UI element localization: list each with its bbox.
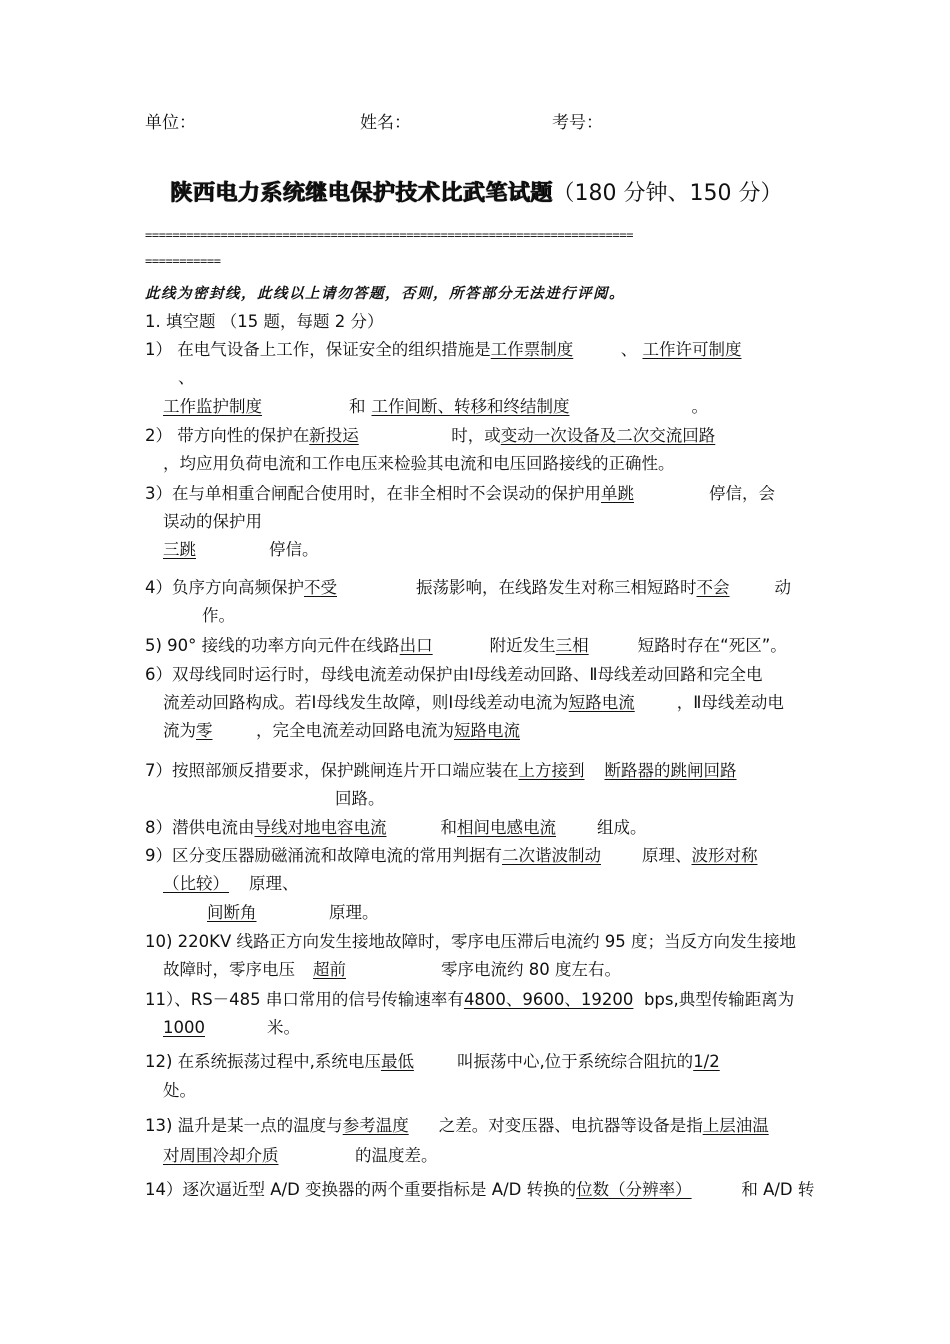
question-12: 12) 在系统振荡过程中,系统电压最低 叫振荡中心,位于系统综合阻抗的1/2 (145, 1050, 793, 1074)
question-14: 14）逐次逼近型 A/D 变换器的两个重要指标是 A/D 转换的位数（分辨率） 和 A/D 转 (145, 1178, 814, 1202)
question-5: 5) 90° 接线的功率方向元件在线路出口 附近发生三相 短路时存在“死区”。 (145, 634, 787, 658)
divider-line: ======================================================================= (145, 228, 634, 242)
answer-blank: 出口 (399, 636, 433, 655)
exam-title-suffix: （180 分钟、150 分） (552, 181, 783, 206)
question-9-cont: 间断角 原理。 (163, 901, 379, 925)
answer-blank: 上层油温 (702, 1116, 769, 1135)
question-11-cont: 1000 米。 (163, 1016, 300, 1040)
question-6: 6）双母线同时运行时，母线电流差动保护由Ⅰ母线差动回路、Ⅱ母线差动回路和完全电 (145, 665, 763, 684)
question-9-cont: （比较） 原理、 (163, 872, 299, 896)
question-9: 9）区分变压器励磁涌流和故障电流的常用判据有二次谐波制动 原理、波形对称 (145, 844, 782, 868)
question-11: 11）、RS－485 串口常用的信号传输速率有4800、9600、19200 bps,典型传输距离为 (145, 988, 794, 1012)
question-3-cont: 误动的保护用 (163, 512, 262, 531)
answer-blank: （比较） (163, 874, 229, 893)
answer-blank: 导线对地电容电流 (254, 818, 387, 837)
answer-blank: 短路电流 (568, 693, 635, 712)
answer-blank: 不受 (304, 578, 337, 597)
answer-blank: 二次谐波制动 (502, 846, 601, 865)
answer-blank: 4800、9600、19200 (463, 990, 634, 1009)
unit-label: 单位： (145, 113, 196, 133)
name-label: 姓名： (360, 113, 411, 133)
answer-blank: 工作票制度 (490, 340, 574, 359)
question-10: 10) 220KV 线路正方向发生接地故障时，零序电压滞后电流约 95 度；当反方向发生接地 (145, 932, 797, 951)
exam-title (170, 176, 783, 207)
answer-blank: 波形对称 (691, 846, 758, 865)
answer-blank: 新投运 (309, 426, 359, 445)
answer-blank: 工作间断、转移和终结制度 (371, 397, 570, 416)
answer-blank: 零 (196, 721, 213, 740)
answer-blank: 最低 (380, 1052, 414, 1071)
exam-number-label: 考号： (552, 113, 603, 133)
section-heading: 1. 填空题 （15 题，每题 2 分） (145, 312, 384, 331)
answer-blank: 1/2 (693, 1052, 720, 1071)
answer-blank: 超前 (313, 960, 346, 979)
question-10-cont: 故障时，零序电压 超前 零序电流约 80 度左右。 (163, 958, 621, 982)
question-13: 13) 温升是某一点的温度与参考温度 之差。对变压器、电抗器等设备是指上层油温 (145, 1114, 789, 1138)
question-13-cont: 对周围冷却介质 的温度差。 (163, 1144, 438, 1168)
question-7: 7）按照部颁反措要求，保护跳闸连片开口端应装在上方接到 断路器的跳闸回路 (145, 759, 815, 783)
divider-line: =========== (145, 254, 221, 268)
answer-blank: 对周围冷却介质 (163, 1146, 279, 1165)
question-6-cont: 流差动回路构成。若Ⅰ母线发生故障，则Ⅰ母线差动电流为短路电流 ，Ⅱ母线差动电 (163, 691, 784, 715)
question-2-cont: ，均应用负荷电流和工作电压来检验其电流和电压回路接线的正确性。 (163, 454, 675, 473)
answer-blank: 短路电流 (454, 721, 520, 740)
answer-blank: 三相 (555, 636, 589, 655)
answer-blank: 上方接到 (518, 761, 585, 780)
question-4: 4）负序方向高频保护不受 振荡影响，在线路发生对称三相短路时不会 动 (145, 576, 791, 600)
question-2: 2） 带方向性的保护在新投运 时，或变动一次设备及二次交流回路 (145, 424, 831, 448)
question-1-cont: 、 (178, 368, 195, 387)
question-8: 8）潜供电流由导线对地电容电流 和相间电感电流 组成。 (145, 816, 647, 840)
question-3: 3）在与单相重合闸配合使用时，在非全相时不会误动的保护用单跳 停信，会 (145, 482, 775, 506)
question-7-cont: 回路。 (335, 789, 385, 808)
answer-blank: 1000 (163, 1018, 205, 1037)
answer-blank: 工作监护制度 (163, 397, 262, 416)
answer-blank: 单跳 (601, 484, 634, 503)
answer-blank: 相间电感电流 (457, 818, 556, 837)
question-3-cont: 三跳 停信。 (163, 538, 319, 562)
answer-blank: 变动一次设备及二次交流回路 (500, 426, 716, 445)
answer-blank: 工作许可制度 (642, 340, 742, 359)
answer-blank: 位数（分辨率） (576, 1180, 692, 1199)
question-4-cont: 作。 (202, 606, 235, 625)
question-6-cont: 流为零 ，完全电流差动回路电流为短路电流 (163, 719, 544, 743)
question-1: 1） 在电气设备上工作，保证安全的组织措施是工作票制度 、 工作许可制度 (145, 338, 803, 362)
answer-blank: 三跳 (163, 540, 196, 559)
exam-title-main: 陕西电力系统继电保护技术比武笔试题 (170, 181, 553, 206)
question-12-cont: 处。 (163, 1081, 196, 1100)
answer-blank: 参考温度 (342, 1116, 409, 1135)
question-1-cont: 工作监护制度 和 工作间断、转移和终结制度 。 (163, 395, 708, 419)
seal-notice: 此线为密封线，此线以上请勿答题，否则，所答部分无法进行评阅。 (145, 285, 625, 302)
answer-blank: 断路器的跳闸回路 (604, 761, 737, 780)
answer-blank: 不会 (696, 578, 730, 597)
answer-blank: 间断角 (207, 903, 257, 922)
